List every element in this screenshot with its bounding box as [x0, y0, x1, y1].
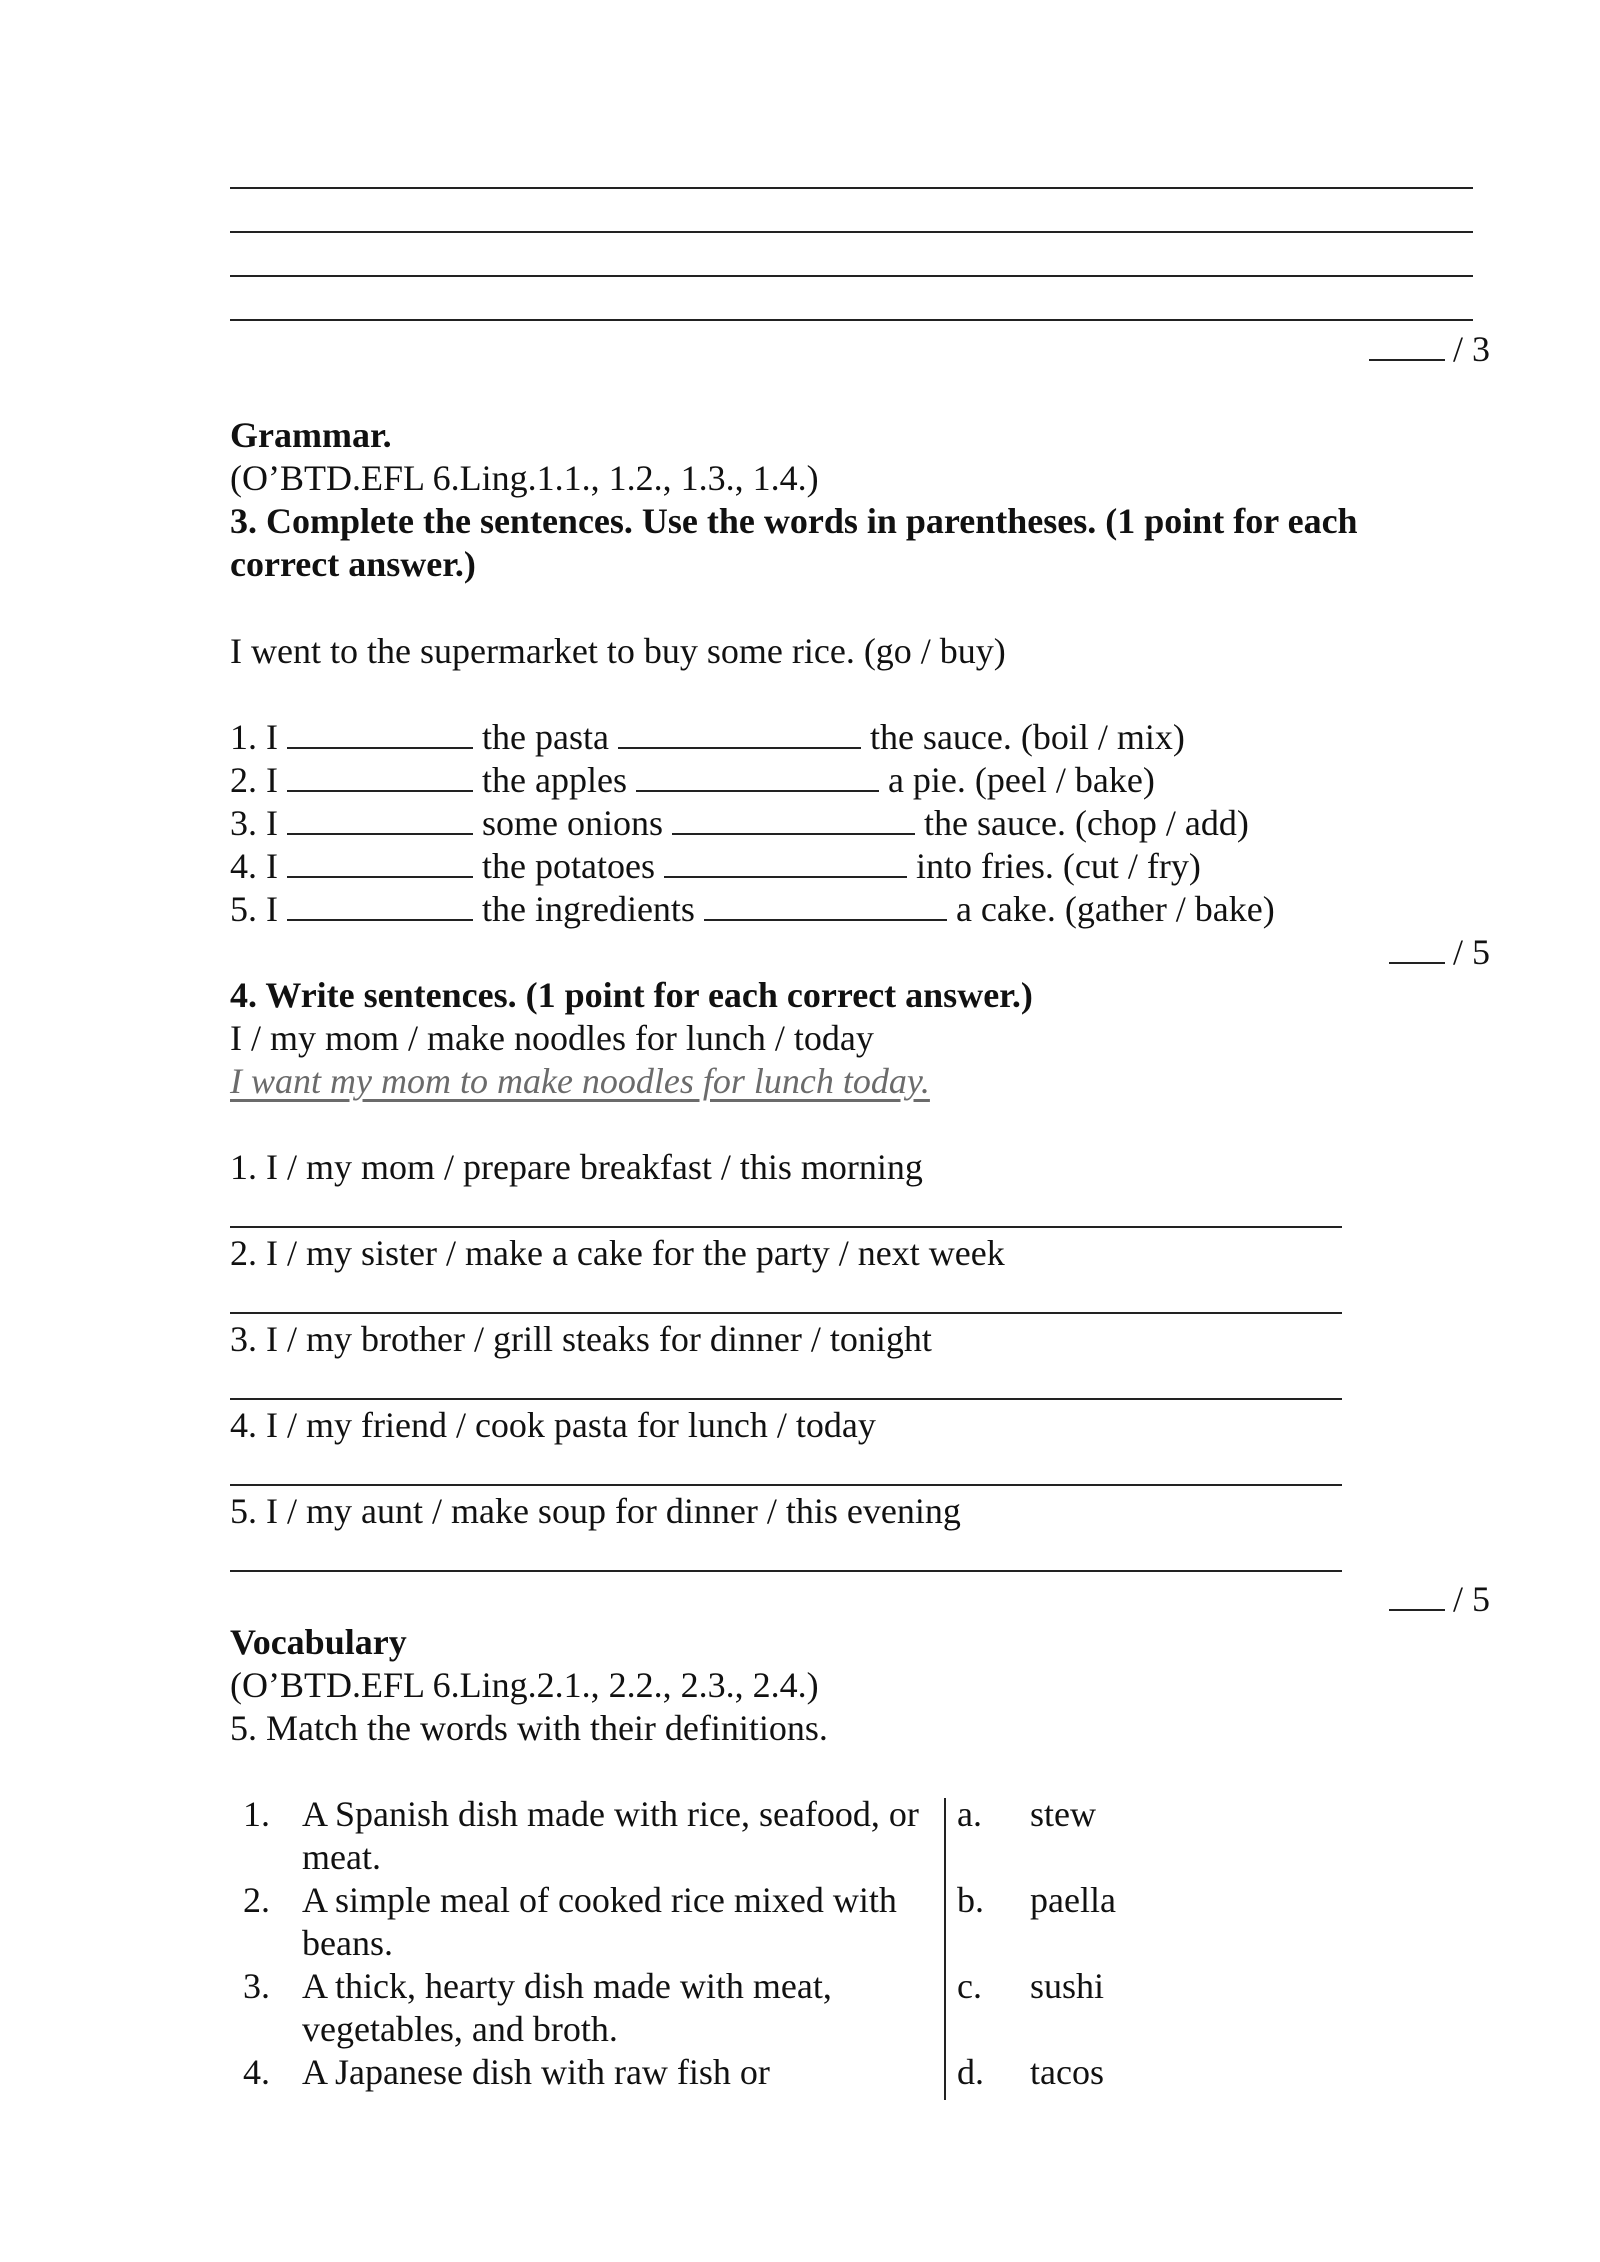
writing-line — [230, 231, 1473, 233]
item-middle: some onions — [482, 803, 664, 843]
definition-text: A thick, hearty dish made with meat, vegetables, and broth. — [302, 1966, 832, 2049]
task4-example: I want my mom to make noodles for lunch today. — [230, 1061, 930, 1101]
answer-line[interactable] — [230, 1484, 1342, 1486]
vocabulary-code: (O’BTD.EFL 6.Ling.2.1., 2.2., 2.3., 2.4.) — [230, 1665, 819, 1705]
item-end: into fries. (cut / fry) — [915, 846, 1201, 886]
task3-item-5 — [230, 888, 1275, 931]
score-total: / 5 — [1452, 1579, 1490, 1619]
answer-blank[interactable] — [287, 760, 473, 792]
task4-item-1: 1. I / my mom / prepare breakfast / this morning — [230, 1147, 923, 1187]
item-end: a cake. (gather / bake) — [955, 889, 1275, 929]
item-middle: the apples — [482, 760, 627, 800]
word-letter: d. — [957, 2052, 984, 2092]
item-middle: the pasta — [482, 717, 609, 757]
writing-line — [230, 187, 1473, 189]
item-end: the sauce. (chop / add) — [924, 803, 1249, 843]
word-letter: a. — [957, 1794, 982, 1834]
task4-item-2: 2. I / my sister / make a cake for the party / next week — [230, 1233, 1005, 1273]
grammar-code: (O’BTD.EFL 6.Ling.1.1., 1.2., 1.3., 1.4.) — [230, 458, 819, 498]
item-middle: the ingredients — [482, 889, 695, 929]
section2-score — [1369, 328, 1490, 371]
answer-blank[interactable] — [636, 760, 879, 792]
match-word: tacos — [1030, 2052, 1104, 2092]
answer-line[interactable] — [230, 1570, 1342, 1572]
answer-line[interactable] — [230, 1312, 1342, 1314]
task3-title-cont: correct answer.) — [230, 544, 476, 584]
answer-line[interactable] — [230, 1226, 1342, 1228]
grammar-heading: Grammar. — [230, 415, 392, 455]
definition-number: 3. — [243, 1966, 270, 2006]
task4-title: 4. Write sentences. (1 point for each correct answer.) — [230, 975, 1033, 1015]
task4-prompt: I / my mom / make noodles for lunch / today — [230, 1018, 874, 1058]
word-letter: c. — [957, 1966, 982, 2006]
score-total: / 5 — [1452, 932, 1490, 972]
writing-line — [230, 275, 1473, 277]
answer-blank[interactable] — [287, 889, 473, 921]
task3-example: I went to the supermarket to buy some rice. (go / buy) — [230, 631, 1006, 671]
task4-score — [1389, 1578, 1490, 1621]
score-blank — [1389, 936, 1445, 964]
vocabulary-heading: Vocabulary — [230, 1622, 407, 1662]
word-letter: b. — [957, 1880, 984, 1920]
task4-item-3: 3. I / my brother / grill steaks for dinner / tonight — [230, 1319, 932, 1359]
task3-item-3 — [230, 802, 1249, 845]
task3-item-1 — [230, 716, 1185, 759]
item-number: 5. I — [230, 889, 278, 929]
item-number: 1. I — [230, 717, 278, 757]
answer-blank[interactable] — [672, 803, 915, 835]
answer-blank[interactable] — [287, 846, 473, 878]
answer-blank[interactable] — [287, 803, 473, 835]
definition-number: 1. — [243, 1794, 270, 1834]
match-word: paella — [1030, 1880, 1116, 1920]
item-number: 4. I — [230, 846, 278, 886]
definition-number: 4. — [243, 2052, 270, 2092]
task4-item-5: 5. I / my aunt / make soup for dinner / this evening — [230, 1491, 961, 1531]
definition-text: A Spanish dish made with rice, seafood, or meat. — [302, 1794, 919, 1877]
definition-number: 2. — [243, 1880, 270, 1920]
task3-item-2 — [230, 759, 1155, 802]
task4-item-4: 4. I / my friend / cook pasta for lunch / today — [230, 1405, 876, 1445]
item-number: 3. I — [230, 803, 278, 843]
task3-score — [1389, 931, 1490, 974]
item-end: a pie. (peel / bake) — [887, 760, 1155, 800]
task3-title: 3. Complete the sentences. Use the words in parentheses. (1 point for each — [230, 501, 1358, 541]
match-column-divider — [944, 1798, 946, 2100]
score-blank — [1369, 333, 1445, 361]
match-word: stew — [1030, 1794, 1096, 1834]
answer-blank[interactable] — [704, 889, 947, 921]
item-number: 2. I — [230, 760, 278, 800]
writing-line — [230, 319, 1473, 321]
score-total: / 3 — [1452, 329, 1490, 369]
score-blank — [1389, 1583, 1445, 1611]
match-word: sushi — [1030, 1966, 1105, 2006]
item-end: the sauce. (boil / mix) — [869, 717, 1185, 757]
answer-blank[interactable] — [618, 717, 861, 749]
answer-line[interactable] — [230, 1398, 1342, 1400]
definition-text: A simple meal of cooked rice mixed with beans. — [302, 1880, 897, 1963]
answer-blank[interactable] — [287, 717, 473, 749]
definition-text: A Japanese dish with raw fish or — [302, 2052, 770, 2092]
task3-item-4 — [230, 845, 1201, 888]
answer-blank[interactable] — [664, 846, 907, 878]
task5-title: 5. Match the words with their definitions. — [230, 1708, 828, 1748]
item-middle: the potatoes — [482, 846, 655, 886]
